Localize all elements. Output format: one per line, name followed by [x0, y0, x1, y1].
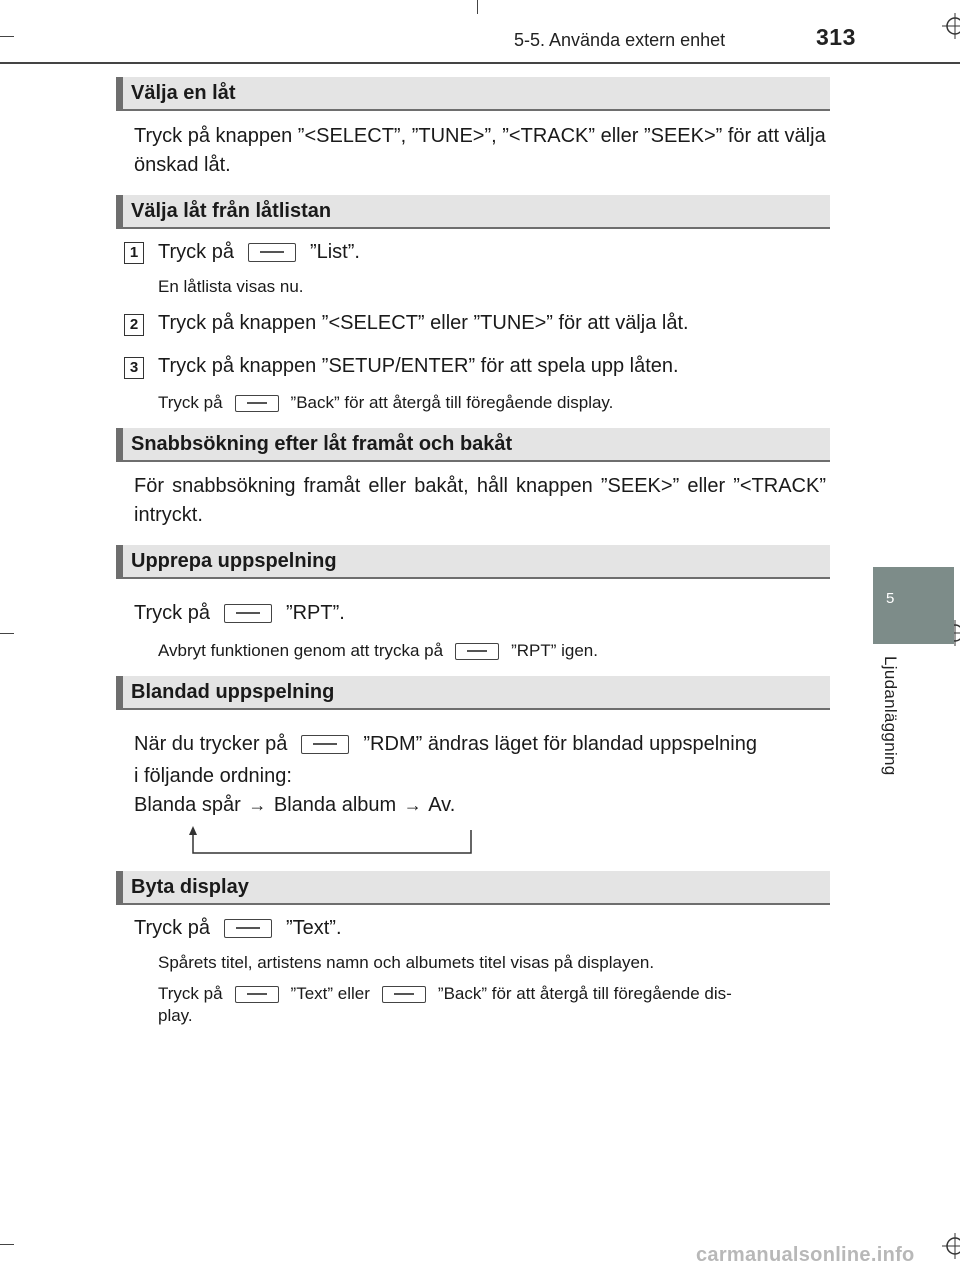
text-softkey-icon	[235, 986, 279, 1003]
random-pre: När du trycker på	[134, 733, 288, 755]
note-back-post: ”Back” för att återgå till föregående display.	[290, 393, 614, 412]
text-instruction	[134, 914, 826, 943]
step-1-pre: Tryck på	[158, 241, 234, 263]
list-softkey-icon	[248, 243, 296, 262]
heading-bar	[116, 77, 123, 109]
header-rule	[0, 62, 960, 64]
heading-blandad-uppspelning	[116, 676, 830, 710]
repeat-post: ”RPT”.	[285, 602, 345, 624]
heading-bar	[116, 195, 123, 227]
registration-mark-bottom-right-icon	[942, 1233, 960, 1259]
random-sequence	[134, 791, 826, 820]
heading-upprepa-uppspelning	[116, 545, 830, 579]
step-3-text: Tryck på knappen ”SETUP/ENTER” för att spela upp låten.	[158, 355, 679, 377]
paragraph-fast-search: För snabbsökning framåt eller bakåt, håll knappen ”SEEK>” eller ”<TRACK” intryckt.	[134, 475, 826, 526]
step-number-2: 2	[124, 314, 144, 336]
heading-text: Byta display	[131, 876, 249, 898]
step-1-post: ”List”.	[309, 241, 360, 263]
heading-text: Blandad uppspelning	[131, 681, 335, 703]
step-number-1: 1	[124, 242, 144, 264]
cancel-post: ”RPT” igen.	[511, 641, 598, 660]
heading-text: Upprepa uppspelning	[131, 550, 337, 572]
note-cancel-repeat	[158, 641, 598, 661]
repeat-pre: Tryck på	[134, 602, 210, 624]
note-text-back	[158, 983, 826, 1027]
note-back-pre: Tryck på	[158, 393, 223, 412]
note2-mid: ”Text” eller	[290, 984, 370, 1003]
heading-text: Snabbsökning efter låt framåt och bakåt	[131, 433, 513, 455]
note2-pre: Tryck på	[158, 984, 223, 1003]
text-softkey-icon	[224, 919, 272, 938]
step-number-3: 3	[124, 357, 144, 379]
note2-cont: play.	[158, 1006, 193, 1025]
heading-byta-display	[116, 871, 830, 905]
text-post: ”Text”.	[285, 917, 342, 939]
repeat-instruction	[134, 599, 826, 628]
rdm-softkey-icon	[301, 735, 349, 754]
text-pre: Tryck på	[134, 917, 210, 939]
random-instruction-line-2: i följande ordning:	[134, 765, 292, 787]
heading-bar	[116, 871, 123, 903]
random-post: ”RDM” ändras läget för blandad uppspelning	[363, 733, 757, 755]
note-display-info: Spårets titel, artistens namn och albumets titel visas på displayen.	[158, 953, 655, 972]
crop-mark-left-middle	[0, 633, 14, 634]
arrow-right-icon: →	[403, 795, 422, 815]
paragraph-select-song: Tryck på knappen ”<SELECT”, ”TUNE>”, ”<TRACK” eller ”SEEK>” för att välja önskad låt.	[134, 125, 826, 176]
heading-bar	[116, 545, 123, 577]
rpt-softkey-icon	[455, 643, 499, 660]
heading-text: Välja låt från låtlistan	[131, 200, 332, 222]
seq-off: Av.	[428, 794, 456, 816]
section-title: 5-5. Använda extern enhet	[514, 30, 726, 50]
step-1-text	[158, 239, 360, 265]
step-2-text: Tryck på knappen ”<SELECT” eller ”TUNE>” för att välja låt.	[158, 312, 689, 334]
chapter-label: Ljudanläggning	[881, 656, 900, 776]
chapter-number: 5	[886, 590, 895, 607]
heading-bar	[116, 676, 123, 708]
page-number: 313	[816, 24, 856, 50]
heading-text: Välja en låt	[131, 82, 236, 104]
rpt-softkey-icon	[224, 604, 272, 623]
arrow-right-icon: →	[248, 795, 267, 815]
heading-snabbsokning	[116, 428, 830, 462]
watermark: carmanualsonline.info	[696, 1244, 915, 1266]
note-back	[158, 393, 613, 413]
note-list-shown: En låtlista visas nu.	[158, 277, 304, 296]
cancel-pre: Avbryt funktionen genom att trycka på	[158, 641, 444, 660]
seq-track: Blanda spår	[134, 794, 241, 816]
loop-back-arrow-icon	[185, 826, 477, 856]
back-softkey-icon	[235, 395, 279, 412]
running-head	[0, 0, 960, 66]
back-softkey-icon	[382, 986, 426, 1003]
heading-valja-lat-fran-latlistan	[116, 195, 830, 229]
crop-mark-bottom-left	[0, 1244, 14, 1245]
heading-valja-en-lat	[116, 77, 830, 111]
heading-bar	[116, 428, 123, 460]
note2-post: ”Back” för att återgå till föregående dis-	[437, 984, 732, 1003]
random-instruction-line-1	[134, 730, 826, 759]
seq-album: Blanda album	[273, 794, 397, 816]
